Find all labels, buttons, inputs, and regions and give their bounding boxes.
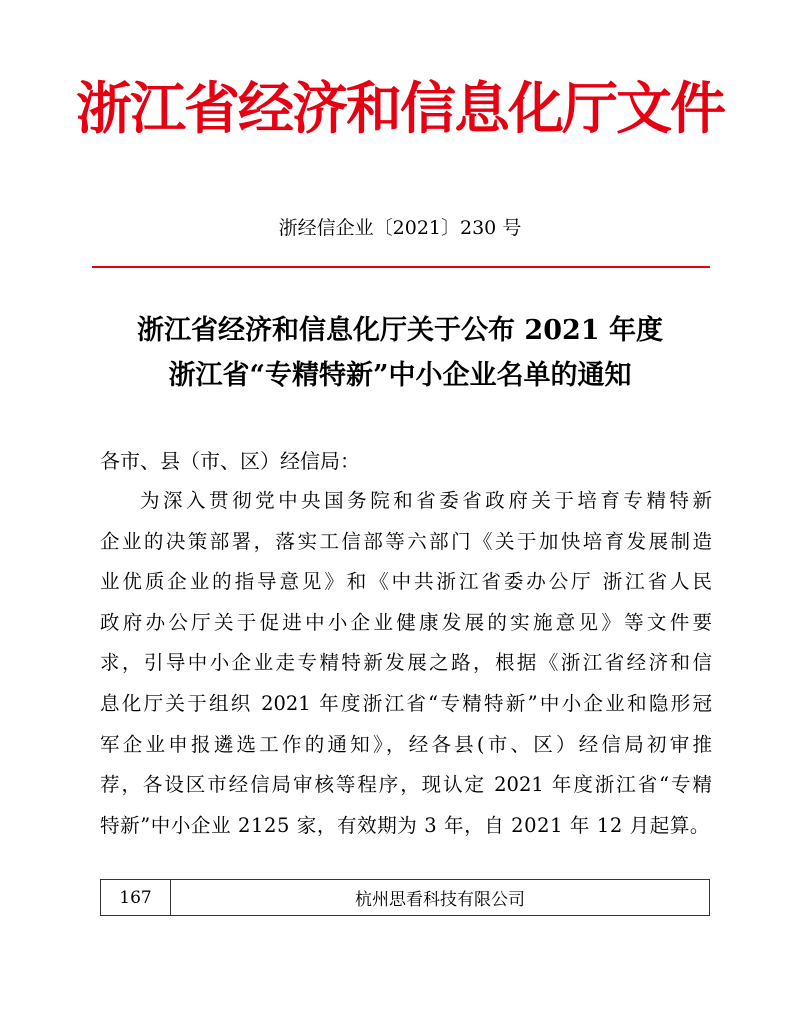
table-cell-company: 杭州思看科技有限公司 <box>171 880 710 916</box>
body-line: 企业的决策部署，落实工信部等六部门《关于加快培育发展制造 <box>100 529 712 553</box>
enterprise-list-table <box>100 879 710 916</box>
body-paragraph <box>100 481 712 846</box>
red-divider-line <box>92 266 710 268</box>
document-title-line-1: 浙江省经济和信息化厅关于公布 2021 年度 <box>137 315 663 346</box>
document-title-line-2: 浙江省“专精特新”中小企业名单的通知 <box>168 360 632 391</box>
body-line: 军企业申报遴选工作的通知》，经各县(市、区）经信局初审推 <box>100 732 712 756</box>
body-line: 政府办公厅关于促进中小企业健康发展的实施意见》等文件要 <box>100 610 712 634</box>
body-line: 业优质企业的指导意见》和《中共浙江省委办公厅 浙江省人民 <box>100 570 712 594</box>
body-line: 荐，各设区市经信局审核等程序，现认定 2021 年度浙江省“专精 <box>100 773 712 797</box>
issuer-masthead: 浙江省经济和信息化厅文件 <box>76 77 724 142</box>
salutation: 各市、县（市、区）经信局： <box>100 449 360 473</box>
table-row <box>101 880 710 916</box>
document-number: 浙经信企业〔2021〕230 号 <box>278 217 522 239</box>
document-title <box>0 308 800 398</box>
body-line: 息化厅关于组织 2021 年度浙江省“专精特新”中小企业和隐形冠 <box>100 691 712 715</box>
table-cell-number: 167 <box>101 880 171 916</box>
body-line: 特新”中小企业 2125 家，有效期为 3 年，自 2021 年 12 月起算。 <box>100 813 711 837</box>
body-line: 求，引导中小企业走专精特新发展之路，根据《浙江省经济和信 <box>100 651 712 675</box>
body-line: 为深入贯彻党中央国务院和省委省政府关于培育专精特新 <box>140 489 712 512</box>
